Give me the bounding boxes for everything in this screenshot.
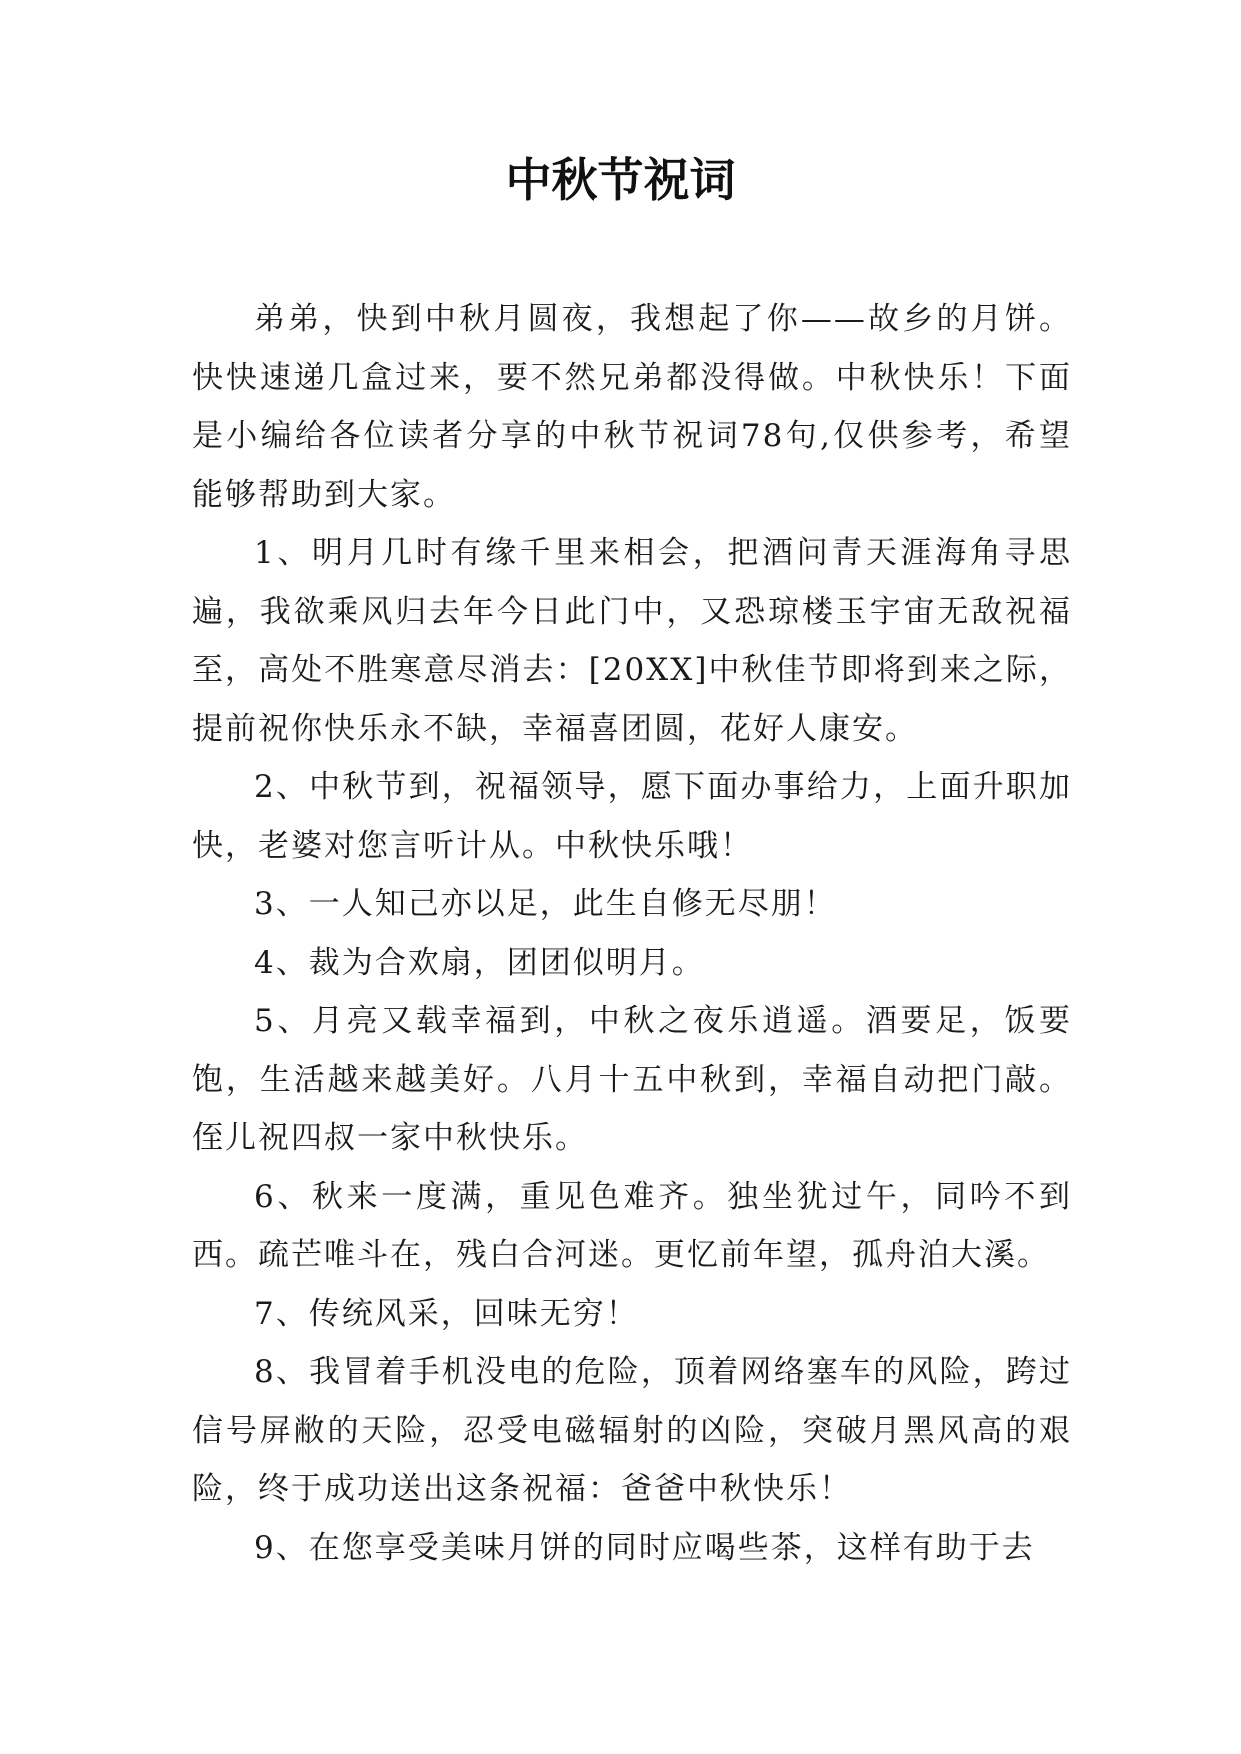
list-item-4: 4、裁为合欢扇，团团似明月。 [254, 944, 705, 981]
list-item-2: 2、中秋节到，祝福领导，愿下面办事给力，上面升职加快，老婆对您言听计从。中秋快乐哦！ [192, 769, 1072, 864]
document-title: 中秋节祝词 [505, 153, 736, 207]
list-item-7: 7、传统风采，回味无穷！ [254, 1295, 639, 1332]
list-item-3: 3、一人知己亦以足，此生自修无尽朋！ [254, 886, 837, 922]
intro-paragraph: 弟弟，快到中秋月圆夜，我想起了你——故乡的月饼。快快速递几盒过来，要不然兄弟都没得做。中秋快乐！下面是小编给各位读者分享的中秋节祝词78句,仅供参考，希望能够帮助到大家。 [192, 301, 1072, 513]
list-item-5: 5、月亮又载幸福到，中秋之夜乐逍遥。酒要足，饭要饱，生活越来越美好。八月十五中秋到，幸福自动把门敲。侄儿祝四叔一家中秋快乐。 [192, 1003, 1072, 1156]
list-item-1: 1、明月几时有缘千里来相会，把酒问青天涯海角寻思遍，我欲乘风归去年今日此门中，又恐琼楼玉宇宙无敌祝福至，高处不胜寒意尽消去：[20XX]中秋佳节即将到来之际，提前祝你快乐永不缺，幸福喜团圆，花好人康安。 [192, 535, 1072, 747]
list-item-6: 6、秋来一度满，重见色难齐。独坐犹过午，同吟不到西。疏芒唯斗在，残白合河迷。更忆前年望，孤舟泊大溪。 [192, 1178, 1072, 1273]
document-body [192, 290, 1072, 1577]
list-item-8: 8、我冒着手机没电的危险，顶着网络塞车的风险，跨过信号屏敝的天险，忍受电磁辐射的凶险，突破月黑风高的艰险，终于成功送出这条祝福：爸爸中秋快乐！ [192, 1354, 1072, 1507]
list-item-9: 9、在您享受美味月饼的同时应喝些茶，这样有助于去 [254, 1529, 1035, 1566]
